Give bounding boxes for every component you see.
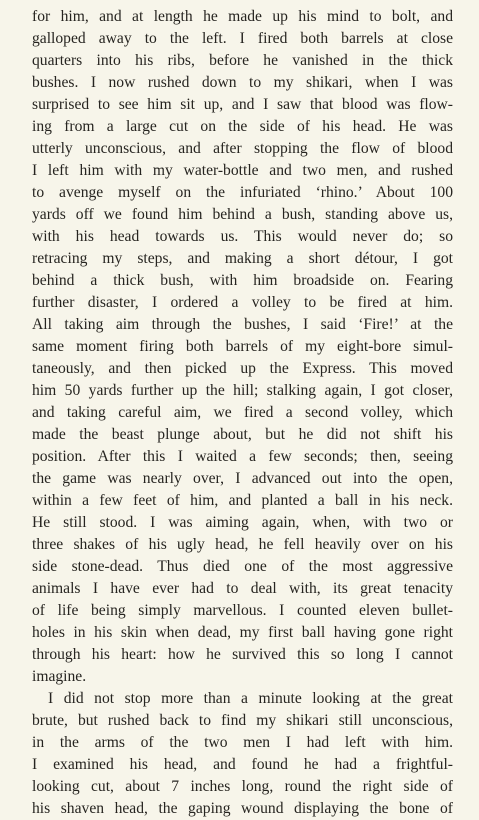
text-line: He still stood. I was aiming again, when, with two or (32, 514, 453, 531)
text-line: animals I have ever had to deal with, its great tenacity (32, 580, 453, 597)
text-line: his shaven head, the gaping wound displaying the bone of (32, 800, 453, 817)
text-line: bushes. I now rushed down to my shikari, when I was (32, 74, 453, 91)
text-line: same moment firing both barrels of my eight-bore simul- (32, 338, 453, 355)
text-line: utterly unconscious, and after stopping the flow of blood (32, 140, 453, 157)
text-line: imagine. (32, 668, 87, 685)
text-line: him 50 yards further up the hill; stalking again, I got closer, (32, 382, 453, 399)
text-line: three shakes of his ugly head, he fell heavily over on his (32, 536, 453, 553)
text-line: galloped away to the left. I fired both barrels at close (32, 30, 453, 47)
text-line: I examined his head, and found he had a frightful- (32, 756, 453, 773)
text-line: retracing my steps, and making a short détour, I got (32, 250, 453, 267)
text-line: brute, but rushed back to find my shikari still unconscious, (32, 712, 453, 729)
text-line: All taking aim through the bushes, I said ‘Fire!’ at the (32, 316, 453, 333)
text-line: I did not stop more than a minute looking at the great (48, 690, 453, 707)
text-line: ing from a large cut on the side of his head. He was (32, 118, 453, 135)
text-line: further disaster, I ordered a volley to be fired at him. (32, 294, 453, 311)
text-line: of life being simply marvellous. I counted eleven bullet- (32, 602, 453, 619)
text-line: quarters into his ribs, before he vanished in the thick (32, 52, 453, 69)
text-line: I left him with my water-bottle and two men, and rushed (32, 162, 453, 179)
text-line: with his head towards us. This would never do; so (32, 228, 453, 245)
text-line: to avenge myself on the infuriated ‘rhino.’ About 100 (32, 184, 453, 201)
text-line: within a few feet of him, and planted a ball in his neck. (32, 492, 453, 509)
text-line: yards off we found him behind a bush, standing above us, (32, 206, 453, 223)
text-line: made the beast plunge about, but he did not shift his (32, 426, 453, 443)
text-line: behind a thick bush, with him broadside on. Fearing (32, 272, 453, 289)
page-text (32, 6, 453, 820)
text-line: position. After this I waited a few seconds; then, seeing (32, 448, 453, 465)
text-line: side stone-dead. Thus died one of the most aggressive (32, 558, 453, 575)
text-line: surprised to see him sit up, and I saw that blood was flow- (32, 96, 453, 113)
text-line: the game was nearly over, I advanced out into the open, (32, 470, 453, 487)
text-line: through his heart: how he survived this so long I cannot (32, 646, 453, 663)
text-line: and taking careful aim, we fired a second volley, which (32, 404, 453, 421)
text-line: looking cut, about 7 inches long, round the right side of (32, 778, 453, 795)
text-line: holes in his skin when dead, my first ball having gone right (32, 624, 453, 641)
text-line: taneously, and then picked up the Express. This moved (32, 360, 453, 377)
text-line: for him, and at length he made up his mind to bolt, and (32, 8, 453, 25)
text-line: in the arms of the two men I had left with him. (32, 734, 453, 751)
